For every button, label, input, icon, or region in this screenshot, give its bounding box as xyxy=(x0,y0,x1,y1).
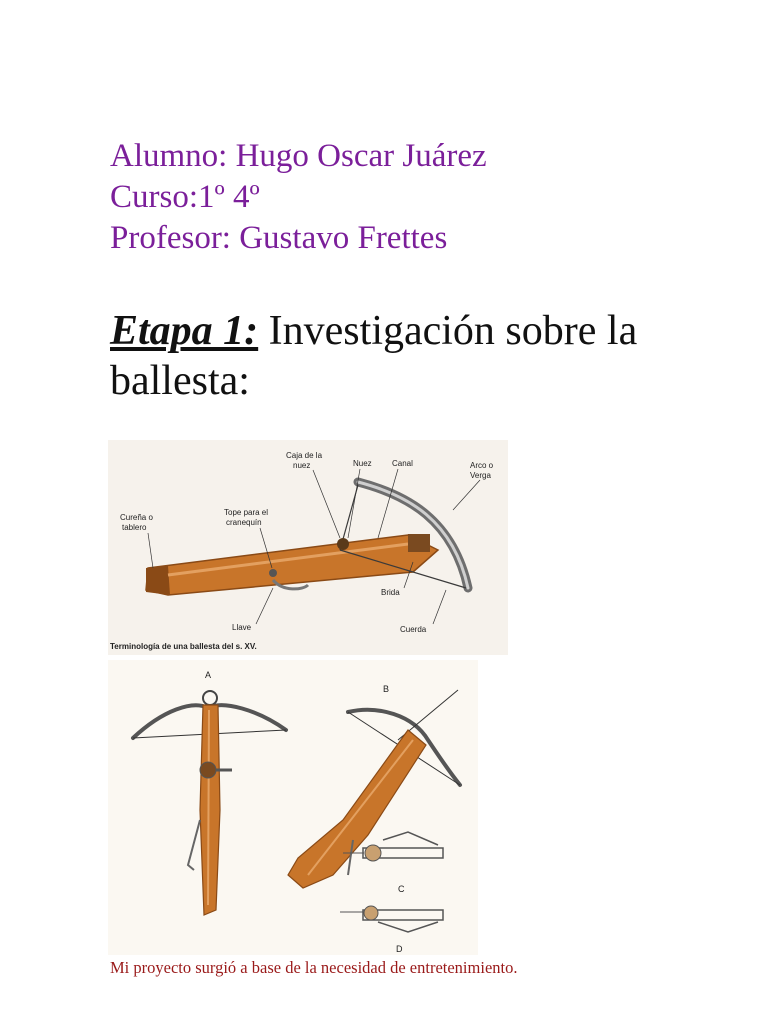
crossbow-bridle xyxy=(408,534,430,552)
course-info: Curso:1º 4º xyxy=(110,179,260,215)
crossbow-variants-figure xyxy=(108,660,478,955)
label-a: A xyxy=(205,670,212,680)
crossbow-terminology-figure xyxy=(108,440,508,655)
label-tope-line1: Tope para el xyxy=(224,508,269,517)
teacher-name: Profesor: Gustavo Frettes xyxy=(110,220,448,256)
label-caja-line1: Caja de la xyxy=(286,451,323,460)
label-brida: Brida xyxy=(381,588,400,597)
footer-note: Mi proyecto surgió a base de la necesidad de entretenimiento. xyxy=(110,958,518,977)
crossbow-a-highlight xyxy=(208,710,209,905)
label-cuerda: Cuerda xyxy=(400,625,427,634)
label-curena-line1: Cureña o xyxy=(120,513,153,522)
label-arco-line1: Arco o xyxy=(470,461,494,470)
label-d: D xyxy=(396,944,403,954)
label-nuez: Nuez xyxy=(353,459,372,468)
student-info xyxy=(110,136,487,259)
label-c: C xyxy=(398,884,405,894)
label-b: B xyxy=(383,684,390,694)
figure-caption: Terminología de una ballesta del s. XV. xyxy=(110,642,257,651)
label-llave: Llave xyxy=(232,623,252,632)
label-tope-line2: cranequín xyxy=(226,518,262,527)
stage-heading xyxy=(110,306,710,406)
stage-title: Investigación sobre la ballesta: xyxy=(110,308,638,404)
crossbow-nut xyxy=(337,538,349,550)
label-curena-line2: tablero xyxy=(122,523,147,532)
label-arco-line2: Verga xyxy=(470,471,491,480)
crossbow-a-nut xyxy=(200,762,216,778)
label-canal: Canal xyxy=(392,459,413,468)
cranequin-stop xyxy=(269,569,277,577)
stock-butt xyxy=(146,566,170,595)
mechanism-d-nut xyxy=(364,906,378,920)
crossbow-a-stock xyxy=(200,705,220,915)
stage-label: Etapa 1: xyxy=(110,308,259,354)
mechanism-c-nut xyxy=(365,845,381,861)
label-caja-line2: nuez xyxy=(293,461,311,470)
student-name: Alumno: Hugo Oscar Juárez xyxy=(110,138,487,174)
